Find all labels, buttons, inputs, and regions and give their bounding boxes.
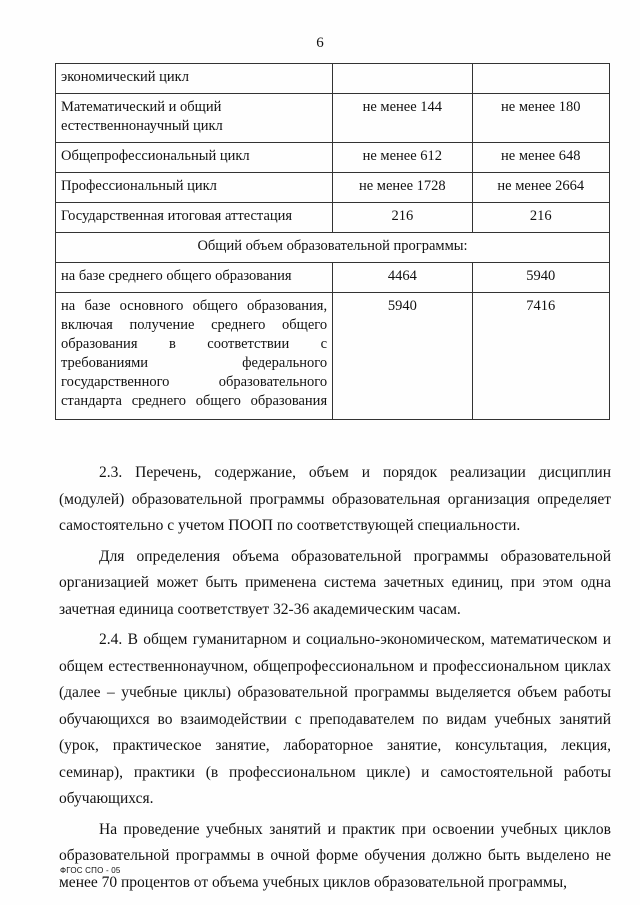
row-label: Государственная итоговая аттестация <box>56 203 333 233</box>
row-value-2: не менее 648 <box>472 143 609 173</box>
table-row <box>56 64 610 94</box>
table-row <box>56 94 610 143</box>
row-value-1: 5940 <box>333 293 472 420</box>
row-value-2: 5940 <box>472 263 609 293</box>
row-label: экономический цикл <box>56 64 333 94</box>
hours-table <box>55 63 610 420</box>
table-section-header-row <box>56 233 610 263</box>
row-label: Математический и общий естественнонаучный цикл <box>56 94 333 143</box>
table-row <box>56 143 610 173</box>
body-text <box>59 460 611 900</box>
row-value-1: 4464 <box>333 263 472 293</box>
row-value-1 <box>333 64 472 94</box>
table-row <box>56 173 610 203</box>
page-number: 6 <box>316 35 324 51</box>
row-label: на базе основного общего образования, включая получение среднего общего образования в соответствии с требованиями федерального государственного образовательного стандарта среднего общего образования <box>56 293 333 420</box>
row-value-1: не менее 1728 <box>333 173 472 203</box>
row-value-2 <box>472 64 609 94</box>
paragraph: 2.3. Перечень, содержание, объем и порядок реализации дисциплин (модулей) образовательной программы образовательная организация определяет самостоятельно с учетом ПООП по соответствующей специальности. <box>59 464 611 534</box>
row-value-2: не менее 2664 <box>472 173 609 203</box>
row-value-2: не менее 180 <box>472 94 609 143</box>
row-value-1: не менее 612 <box>333 143 472 173</box>
row-label: Профессиональный цикл <box>56 173 333 203</box>
row-label: на базе среднего общего образования <box>56 263 333 293</box>
footer-code: ФГОС СПО - 05 <box>60 866 121 875</box>
table-row <box>56 203 610 233</box>
paragraph: Для определения объема образовательной программы образовательной организацией может быть применена система зачетных единиц, при этом одна зачетная единица соответствует 32-36 академическим часам. <box>59 547 611 618</box>
section-header: Общий объем образовательной программы: <box>56 233 610 263</box>
row-value-1: 216 <box>333 203 472 233</box>
row-label: Общепрофессиональный цикл <box>56 143 333 173</box>
paragraph: 2.4. В общем гуманитарном и социально-экономическом, математическом и общем естественнонаучном, общепрофессиональном и профессиональном циклах (далее – учебные циклы) образовательной программы выделяется объем работы обучающихся во взаимодействии с преподавателем по видам учебных занятий (урок, практическое занятие, лабораторное занятие, консультация, лекция, семинар), практики (в профессиональном цикле) и самостоятельной работы обучающихся. <box>59 631 611 807</box>
row-value-2: 7416 <box>472 293 609 420</box>
table-row <box>56 293 610 420</box>
row-value-2: 216 <box>472 203 609 233</box>
row-value-1: не менее 144 <box>333 94 472 143</box>
table-row <box>56 263 610 293</box>
paragraph: На проведение учебных занятий и практик при освоении учебных циклов образовательной программы в очной форме обучения должно быть выделено не менее 70 процентов от объема учебных циклов образовательной программы, <box>59 820 611 891</box>
